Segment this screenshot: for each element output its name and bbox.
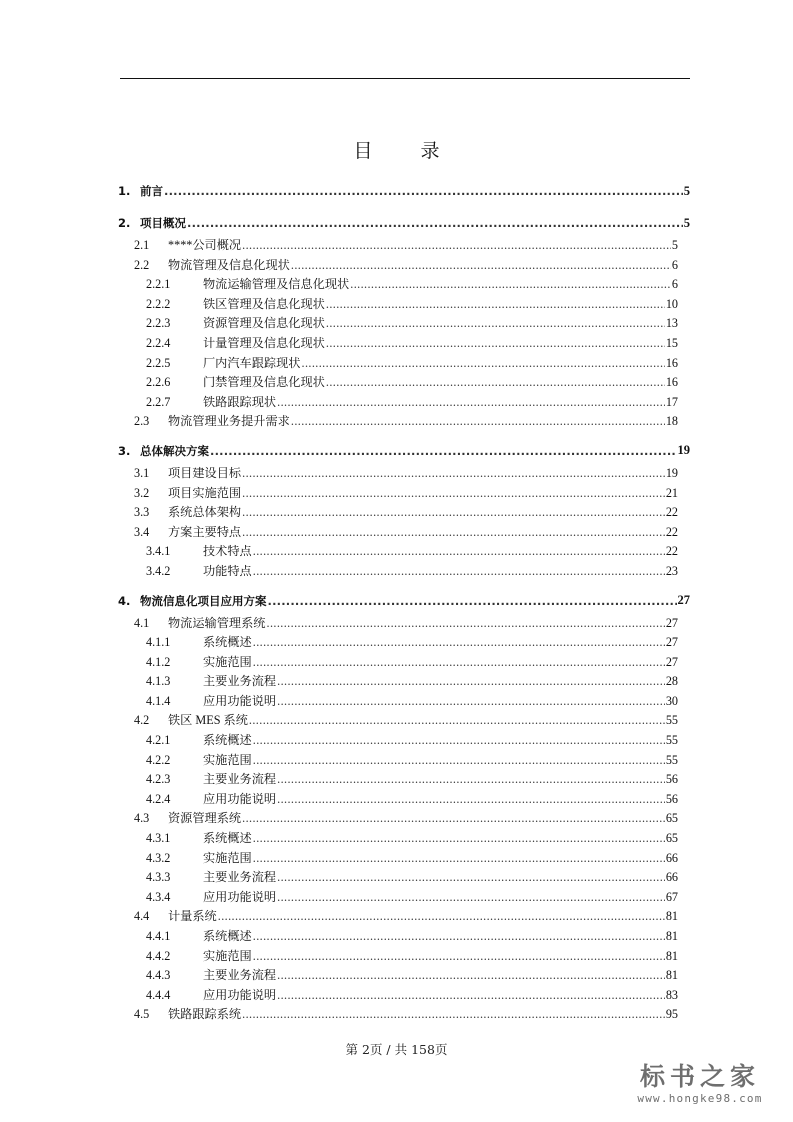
toc-entry-number: 4.1 — [134, 615, 150, 630]
page-title — [0, 136, 793, 163]
toc-entry-level-2[interactable] — [118, 503, 690, 523]
toc-entry-label: 计量管理及信息化现状 — [203, 335, 325, 350]
toc-entry-level-3[interactable] — [118, 986, 690, 1006]
toc-entry-number: 2.2.2 — [146, 296, 171, 311]
toc-leader-dots — [253, 929, 665, 944]
toc-entry-number: 2.3 — [134, 414, 150, 429]
toc-entry-label: 资源管理及信息化现状 — [203, 316, 325, 331]
toc-entry-page: 22 — [665, 524, 678, 539]
toc-entry-level-3[interactable] — [118, 751, 690, 771]
toc-entry-page: 81 — [665, 929, 678, 943]
toc-entry-number: 2.2 — [134, 257, 150, 272]
toc-entry-level-2[interactable] — [118, 236, 690, 256]
title-char-1: 目 — [353, 141, 373, 162]
toc-entry-page: 81 — [665, 909, 678, 924]
toc-entry-label: ****公司概况 — [168, 238, 242, 252]
toc-entry-label: 铁区 MES 系统 — [168, 713, 248, 728]
toc-entry-level-3[interactable] — [118, 731, 690, 751]
toc-entry-label: 铁路跟踪现状 — [203, 394, 277, 409]
toc-entry-page: 6 — [671, 277, 678, 292]
toc-entry-page: 66 — [665, 870, 678, 885]
toc-leader-dots — [326, 297, 665, 312]
toc-entry-label: 物流运输管理及信息化现状 — [203, 277, 350, 292]
toc-entry-number: 1. — [118, 184, 131, 198]
toc-entry-level-1[interactable] — [118, 178, 690, 204]
toc-entry-level-3[interactable] — [118, 849, 690, 869]
toc-entry-label: 物流管理及信息化现状 — [168, 257, 290, 272]
toc-entry-label: 铁路跟踪系统 — [168, 1007, 242, 1022]
toc-entry-level-2[interactable] — [118, 711, 690, 731]
toc-entry-number: 4.3.1 — [146, 831, 171, 846]
toc-entry-number: 3. — [118, 443, 131, 458]
toc-entry-number: 3.4.2 — [146, 563, 171, 578]
toc-entry-page: 19 — [665, 465, 678, 480]
toc-entry-page: 28 — [665, 674, 678, 689]
toc-leader-dots — [187, 216, 683, 230]
toc-entry-number: 4.1.3 — [146, 674, 171, 689]
toc-entry-page: 16 — [665, 355, 678, 370]
toc-entry-page: 5 — [683, 183, 690, 198]
toc-entry-label: 实施范围 — [203, 654, 252, 669]
toc-leader-dots — [242, 811, 665, 826]
toc-entry-level-3[interactable] — [118, 334, 690, 354]
toc-leader-dots — [249, 713, 665, 728]
toc-entry-label: 应用功能说明 — [203, 987, 277, 1002]
toc-entry-label: 项目概况 — [140, 216, 186, 230]
toc-leader-dots — [253, 949, 665, 964]
toc-entry-label: 物流管理业务提升需求 — [168, 414, 290, 429]
toc-entry-number: 4.4.1 — [146, 929, 171, 943]
title-char-2: 录 — [420, 141, 440, 162]
toc-entry-label: 应用功能说明 — [203, 791, 277, 806]
toc-entry-page: 27 — [677, 593, 690, 607]
toc-entry-label: 应用功能说明 — [203, 693, 277, 708]
toc-entry-number: 4.2.1 — [146, 733, 171, 748]
toc-entry-page: 15 — [665, 335, 678, 350]
toc-entry-number: 2.2.6 — [146, 375, 171, 390]
toc-entry-label: 门禁管理及信息化现状 — [203, 375, 325, 390]
toc-entry-number: 2. — [118, 216, 131, 230]
toc-entry-number: 4.3.3 — [146, 870, 171, 885]
toc-entry-page: 81 — [665, 968, 678, 983]
toc-leader-dots — [326, 375, 665, 390]
toc-entry-page: 22 — [665, 505, 678, 520]
toc-entry-number: 4.3.2 — [146, 850, 171, 865]
toc-entry-level-2[interactable] — [118, 614, 690, 634]
toc-entry-level-1[interactable] — [118, 210, 690, 236]
toc-entry-level-2[interactable] — [118, 1005, 690, 1025]
toc-leader-dots — [253, 635, 665, 650]
toc-entry-page: 13 — [665, 316, 678, 331]
toc-entry-level-2[interactable] — [118, 412, 690, 432]
toc-leader-dots — [277, 988, 665, 1003]
toc-entry-label: 总体解决方案 — [140, 443, 209, 458]
toc-entry-page: 65 — [665, 811, 678, 826]
toc-entry-level-2[interactable] — [118, 464, 690, 484]
toc-leader-dots — [277, 674, 665, 689]
toc-entry-level-3[interactable] — [118, 653, 690, 673]
toc-entry-page: 10 — [665, 296, 678, 311]
toc-entry-label: 实施范围 — [203, 752, 252, 767]
toc-entry-page: 5 — [683, 215, 690, 230]
toc-entry-level-2[interactable] — [118, 484, 690, 504]
toc-entry-page: 17 — [665, 394, 678, 409]
toc-entry-level-3[interactable] — [118, 295, 690, 315]
toc-leader-dots — [253, 851, 665, 866]
toc-entry-page: 6 — [671, 257, 678, 272]
toc-entry-number: 2.2.1 — [146, 277, 171, 292]
toc-entry-level-3[interactable] — [118, 927, 690, 947]
toc-leader-dots — [291, 258, 671, 273]
toc-entry-number: 4. — [118, 593, 131, 608]
toc-entry-number: 4.1.2 — [146, 654, 171, 669]
toc-entry-number: 4.2.2 — [146, 752, 171, 767]
toc-leader-dots — [242, 525, 665, 540]
toc-leader-dots — [277, 772, 665, 787]
toc-entry-label: 系统概述 — [203, 635, 252, 650]
toc-entry-number: 4.4.3 — [146, 968, 171, 983]
toc-entry-page: 27 — [665, 635, 678, 650]
toc-leader-dots — [302, 356, 665, 371]
toc-leader-dots — [253, 733, 665, 748]
toc-entry-page: 22 — [665, 544, 678, 559]
toc-leader-dots — [242, 466, 665, 481]
toc-entry-page: 30 — [665, 693, 678, 708]
toc-entry-page: 55 — [665, 733, 678, 748]
toc-entry-number: 2.2.7 — [146, 394, 171, 409]
toc-leader-dots — [277, 694, 665, 709]
toc-entry-page: 16 — [665, 375, 678, 390]
toc-entry-page: 81 — [665, 948, 678, 963]
toc-leader-dots — [326, 316, 665, 331]
toc-entry-level-3[interactable] — [118, 966, 690, 986]
toc-entry-level-3[interactable] — [118, 562, 690, 582]
toc-entry-number: 4.2 — [134, 713, 150, 728]
toc-entry-page: 27 — [665, 615, 678, 630]
toc-entry-label: 项目实施范围 — [168, 485, 242, 500]
toc-entry-level-3[interactable] — [118, 947, 690, 967]
toc-leader-dots — [291, 414, 665, 429]
toc-entry-number: 4.4.4 — [146, 987, 171, 1002]
toc-entry-page: 21 — [665, 485, 678, 500]
toc-leader-dots — [253, 655, 665, 670]
toc-leader-dots — [242, 1007, 665, 1022]
toc-entry-page: 55 — [665, 713, 678, 728]
toc-entry-label: 实施范围 — [203, 850, 252, 865]
toc-entry-label: 系统概述 — [203, 831, 252, 846]
toc-leader-dots — [253, 831, 665, 846]
watermark-url: www.hongke98.com — [637, 1092, 763, 1105]
toc-entry-level-3[interactable] — [118, 692, 690, 712]
toc-entry-level-3[interactable] — [118, 373, 690, 393]
toc-entry-level-1[interactable] — [118, 588, 690, 614]
toc-leader-dots — [218, 909, 665, 924]
toc-entry-label: 资源管理系统 — [168, 811, 242, 826]
toc-entry-number: 4.2.4 — [146, 791, 171, 806]
toc-leader-dots — [326, 336, 665, 351]
toc-entry-label: 功能特点 — [203, 563, 252, 578]
toc-entry-label: 主要业务流程 — [203, 870, 277, 885]
toc-entry-level-2[interactable] — [118, 907, 690, 927]
toc-entry-page: 95 — [665, 1007, 678, 1022]
toc-entry-level-3[interactable] — [118, 633, 690, 653]
toc-entry-page: 5 — [671, 238, 678, 252]
toc-entry-label: 厂内汽车跟踪现状 — [203, 355, 301, 370]
toc-entry-label: 系统概述 — [203, 733, 252, 748]
toc-entry-level-2[interactable] — [118, 809, 690, 829]
toc-entry-label: 铁区管理及信息化现状 — [203, 296, 325, 311]
toc-entry-page: 65 — [665, 831, 678, 846]
toc-entry-label: 物流信息化项目应用方案 — [140, 593, 267, 608]
toc-entry-level-3[interactable] — [118, 672, 690, 692]
watermark-logo — [625, 1062, 775, 1105]
toc-leader-dots — [350, 277, 671, 292]
toc-leader-dots — [210, 444, 677, 458]
toc-entry-number: 4.2.3 — [146, 772, 171, 787]
toc-entry-label: 实施范围 — [203, 948, 252, 963]
toc-leader-dots — [268, 594, 677, 608]
toc-entry-label: 技术特点 — [203, 544, 252, 559]
toc-leader-dots — [253, 564, 665, 579]
toc-entry-level-3[interactable] — [118, 314, 690, 334]
toc-entry-number: 2.1 — [134, 238, 150, 252]
toc-entry-page: 19 — [677, 443, 690, 458]
toc-entry-level-2[interactable] — [118, 256, 690, 276]
toc-entry-label: 前言 — [140, 184, 163, 198]
watermark-title: 标书之家 — [639, 1062, 760, 1091]
toc-entry-level-1[interactable] — [118, 438, 690, 464]
toc-entry-label: 主要业务流程 — [203, 968, 277, 983]
toc-entry-level-3[interactable] — [118, 393, 690, 413]
toc-entry-label: 物流运输管理系统 — [168, 615, 266, 630]
toc-entry-number: 4.4 — [134, 909, 150, 924]
toc-entry-number: 4.4.2 — [146, 948, 171, 963]
toc-entry-level-3[interactable] — [118, 275, 690, 295]
toc-leader-dots — [164, 184, 683, 198]
toc-entry-number: 2.2.4 — [146, 335, 171, 350]
toc-entry-page: 27 — [665, 654, 678, 669]
toc-entry-level-3[interactable] — [118, 542, 690, 562]
toc-entry-number: 3.4 — [134, 524, 150, 539]
header-rule — [120, 78, 690, 79]
toc-entry-page: 18 — [665, 414, 678, 429]
toc-entry-page: 66 — [665, 850, 678, 865]
toc-entry-page: 55 — [665, 752, 678, 767]
toc-entry-page: 56 — [665, 791, 678, 806]
toc-entry-page: 23 — [665, 563, 678, 578]
toc-entry-level-2[interactable] — [118, 523, 690, 543]
toc-entry-number: 3.2 — [134, 485, 150, 500]
toc-leader-dots — [277, 890, 665, 905]
toc-entry-number: 4.1.4 — [146, 693, 171, 708]
toc-entry-number: 3.3 — [134, 505, 150, 520]
toc-leader-dots — [242, 486, 665, 501]
toc-entry-level-3[interactable] — [118, 770, 690, 790]
toc-leader-dots — [242, 505, 665, 520]
toc-leader-dots — [277, 870, 665, 885]
toc-leader-dots — [253, 753, 665, 768]
toc-leader-dots — [277, 968, 665, 983]
toc-entry-label: 主要业务流程 — [203, 674, 277, 689]
toc-entry-level-3[interactable] — [118, 354, 690, 374]
toc-leader-dots — [242, 238, 671, 253]
toc-leader-dots — [253, 544, 665, 559]
toc-entry-label: 系统总体架构 — [168, 505, 242, 520]
toc-entry-level-3[interactable] — [118, 868, 690, 888]
toc-entry-number: 2.2.3 — [146, 316, 171, 331]
toc-entry-label: 方案主要特点 — [168, 524, 242, 539]
toc-entry-label: 计量系统 — [168, 909, 217, 924]
toc-entry-number: 4.5 — [134, 1007, 150, 1022]
table-of-contents — [118, 178, 690, 1025]
toc-entry-label: 主要业务流程 — [203, 772, 277, 787]
toc-entry-level-3[interactable] — [118, 829, 690, 849]
toc-entry-number: 4.3.4 — [146, 889, 171, 904]
toc-leader-dots — [277, 792, 665, 807]
toc-entry-number: 4.3 — [134, 811, 150, 826]
toc-entry-number: 3.4.1 — [146, 544, 171, 559]
toc-entry-page: 56 — [665, 772, 678, 787]
page-footer: 第 2页 / 共 158页 — [345, 1042, 448, 1057]
toc-entry-number: 3.1 — [134, 465, 150, 480]
toc-entry-label: 系统概述 — [203, 929, 252, 943]
toc-entry-level-3[interactable] — [118, 790, 690, 810]
toc-leader-dots — [277, 395, 665, 410]
toc-entry-number: 4.1.1 — [146, 635, 171, 650]
toc-entry-number: 2.2.5 — [146, 355, 171, 370]
toc-entry-level-3[interactable] — [118, 888, 690, 908]
toc-entry-label: 应用功能说明 — [203, 889, 277, 904]
toc-entry-page: 83 — [665, 987, 678, 1002]
toc-entry-label: 项目建设目标 — [168, 465, 242, 480]
toc-entry-page: 67 — [665, 889, 678, 904]
toc-leader-dots — [267, 616, 665, 631]
